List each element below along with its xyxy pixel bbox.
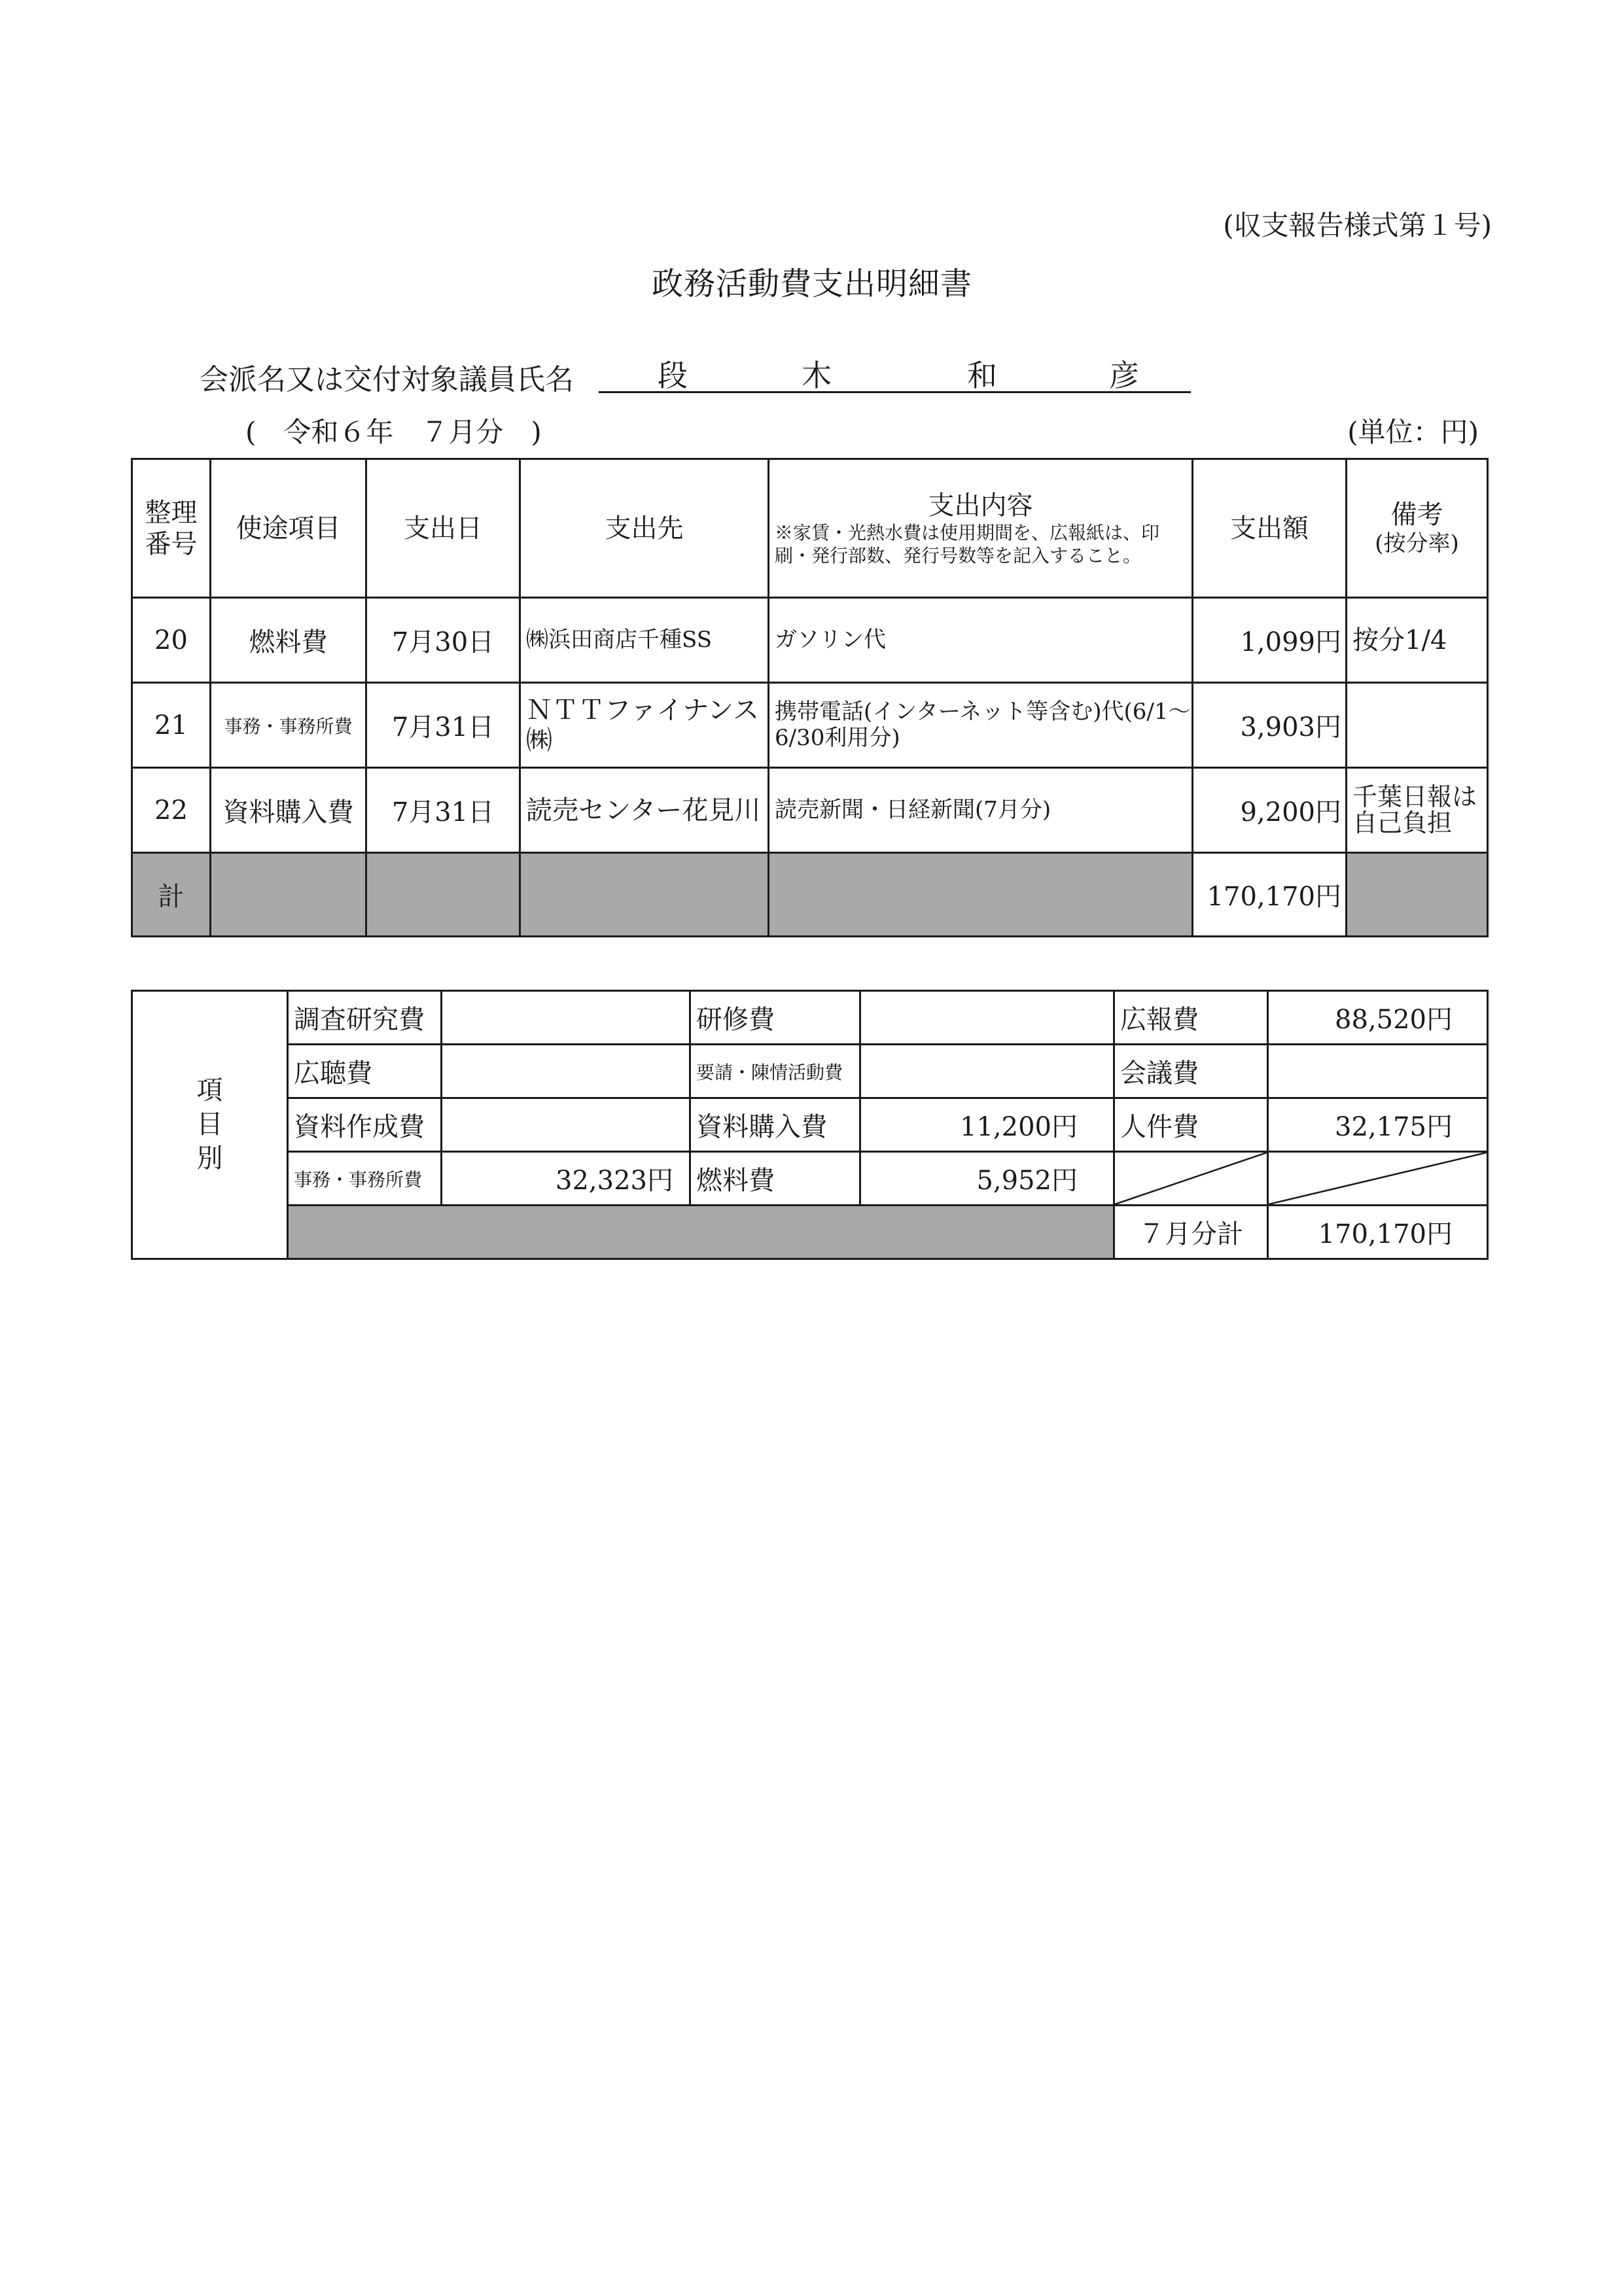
member-name-char-3: 和 (967, 358, 997, 393)
row-category: 事務・事務所費 (211, 683, 366, 768)
summary-jimu-label: 事務・事務所費 (288, 1152, 442, 1206)
summary-kouchou-label: 広聴費 (288, 1045, 442, 1098)
header-remarks-title: 備考 (1390, 500, 1443, 531)
row-number: 22 (132, 768, 211, 853)
header-payee: 支出先 (520, 459, 769, 598)
summary-jinken-value: 32,175円 (1268, 1098, 1488, 1152)
row-category: 燃料費 (211, 598, 366, 683)
row-amount: 9,200円 (1193, 768, 1347, 853)
summary-kouhou-value: 88,520円 (1268, 991, 1488, 1045)
summary-gray-filler (288, 1206, 1114, 1259)
row-date: 7月31日 (366, 683, 520, 768)
summary-nenryou-value: 5,952円 (860, 1152, 1114, 1206)
summary-jinken-label: 人件費 (1114, 1098, 1268, 1152)
summary-shiryou-sakusei-label: 資料作成費 (288, 1098, 442, 1152)
summary-table (131, 990, 1489, 1260)
table-header-row (132, 459, 1488, 598)
row-date: 7月30日 (366, 598, 520, 683)
table-row (132, 598, 1488, 683)
diagonal-line-icon (1115, 1153, 1267, 1204)
summary-yousei-label: 要請・陳情活動費 (690, 1045, 860, 1098)
row-content: 読売新聞・日経新聞(7月分) (769, 768, 1193, 853)
summary-kenshu-value (860, 991, 1114, 1045)
row-remarks: 按分1/4 (1347, 598, 1488, 683)
summary-month-total-value: 170,170円 (1268, 1206, 1488, 1259)
total-label: 計 (132, 853, 211, 937)
header-remarks-sub: (按分率) (1375, 531, 1459, 557)
summary-row (132, 1206, 1488, 1259)
summary-shiryou-kounyu-label: 資料購入費 (690, 1098, 860, 1152)
row-date: 7月31日 (366, 768, 520, 853)
header-content-title: 支出内容 (928, 490, 1033, 521)
header-content (769, 459, 1193, 598)
header-number: 整理番号 (132, 459, 211, 598)
summary-chousa-label: 調査研究費 (288, 991, 442, 1045)
row-amount: 1,099円 (1193, 598, 1347, 683)
total-row (132, 853, 1488, 937)
summary-kaigi-label: 会議費 (1114, 1045, 1268, 1098)
header-remarks (1347, 459, 1488, 598)
row-remarks (1347, 683, 1488, 768)
row-number: 20 (132, 598, 211, 683)
header-amount: 支出額 (1193, 459, 1347, 598)
summary-jimu-value: 32,323円 (442, 1152, 690, 1206)
summary-nenryou-label: 燃料費 (690, 1152, 860, 1206)
document-title: 政務活動費支出明細書 (651, 266, 972, 302)
form-number: (収支報告様式第１号) (1223, 209, 1492, 241)
member-name-label: 会派名又は交付対象議員氏名 (200, 363, 574, 396)
row-payee: ㈱浜田商店千種SS (520, 598, 769, 683)
member-name-char-2: 木 (802, 358, 832, 393)
row-amount: 3,903円 (1193, 683, 1347, 768)
summary-side-label: 項目別 (132, 991, 288, 1259)
diagonal-line-icon (1269, 1153, 1487, 1204)
summary-month-total-label: ７月分計 (1114, 1206, 1268, 1259)
row-remarks: 千葉日報は自己負担 (1347, 768, 1488, 853)
summary-chousa-value (442, 991, 690, 1045)
summary-kouhou-label: 広報費 (1114, 991, 1268, 1045)
total-blank (520, 853, 769, 937)
summary-kouchou-value (442, 1045, 690, 1098)
summary-shiryou-sakusei-value (442, 1098, 690, 1152)
expenditure-table (131, 458, 1489, 937)
report-period: ( 令和６年 ７月分 ) (245, 416, 542, 448)
row-category: 資料購入費 (211, 768, 366, 853)
unit-label: (単位：円) (1347, 416, 1479, 448)
summary-row (132, 991, 1488, 1045)
total-blank (1347, 853, 1488, 937)
total-blank (211, 853, 366, 937)
member-name-char-4: 彦 (1109, 358, 1139, 393)
row-number: 21 (132, 683, 211, 768)
row-content: 携帯電話(インターネット等含む)代(6/1～6/30利用分) (769, 683, 1193, 768)
row-content: ガソリン代 (769, 598, 1193, 683)
row-payee: ＮＴＴファイナンス㈱ (520, 683, 769, 768)
header-category: 使途項目 (211, 459, 366, 598)
summary-yousei-value (860, 1045, 1114, 1098)
summary-diagonal-cell (1114, 1152, 1268, 1206)
summary-row (132, 1098, 1488, 1152)
summary-kaigi-value (1268, 1045, 1488, 1098)
header-date: 支出日 (366, 459, 520, 598)
table-row (132, 768, 1488, 853)
table-row (132, 683, 1488, 768)
summary-row (132, 1045, 1488, 1098)
summary-row (132, 1152, 1488, 1206)
summary-shiryou-kounyu-value: 11,200円 (860, 1098, 1114, 1152)
total-amount: 170,170円 (1193, 853, 1347, 937)
member-name-char-1: 段 (658, 358, 688, 393)
total-blank (366, 853, 520, 937)
row-payee: 読売センター花見川 (520, 768, 769, 853)
summary-diagonal-cell (1268, 1152, 1488, 1206)
summary-kenshu-label: 研修費 (690, 991, 860, 1045)
total-blank (769, 853, 1193, 937)
header-content-note: ※家賃・光熱水費は使用期間を、広報紙は、印刷・発行部数、発行号数等を記入すること。 (775, 521, 1160, 566)
